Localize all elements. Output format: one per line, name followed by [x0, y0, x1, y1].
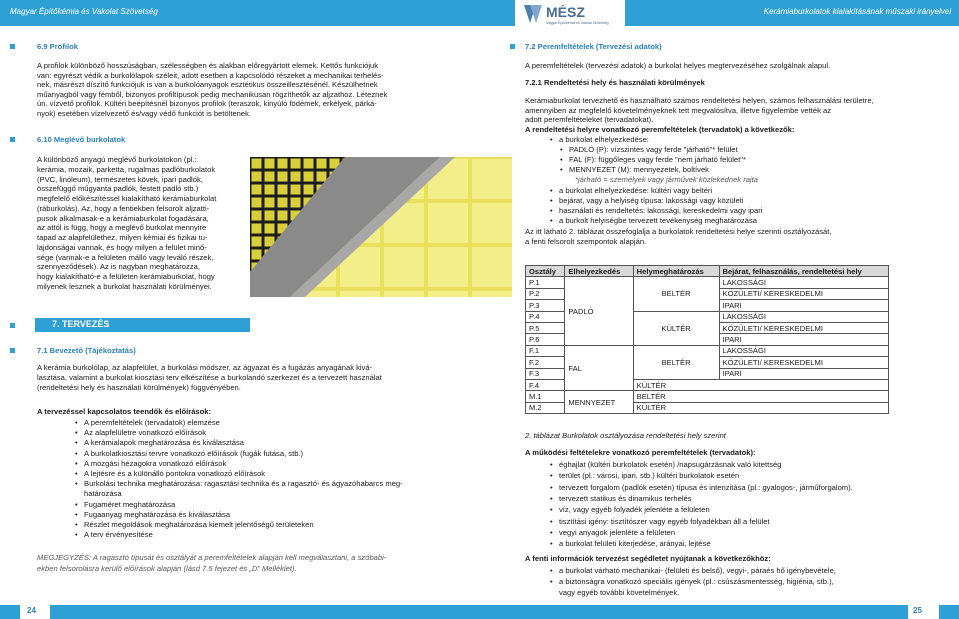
conditions-intro: A peremfeltételek (tervezési adatok) a burkolat helyes megtervezéséhez szolgálnak alapul. [525, 61, 831, 70]
table-cell-place: BELTÉR [633, 345, 719, 379]
footer-bar-left [0, 605, 20, 619]
list-item: A mozgási hézagokra vonatkozó előírások [84, 458, 227, 468]
text-line: ún. vízvető profilok. Kültéri beépítésnél bizonyos profilok (teraszok, kinyúló födémek, erkélyek, párká- [37, 99, 377, 109]
logo-text: MÉSZ [546, 4, 585, 20]
bullet-dot: • [550, 539, 553, 549]
text-line: milyenek lesznek a burkolat használati körülményei. [37, 281, 212, 291]
bullet-dot: • [560, 165, 563, 174]
table-cell-usage: IPARI [719, 368, 889, 379]
page-number-left: 24 [27, 606, 36, 615]
list-item: PADLÓ (P): vízszintes vagy ferde "járható"* felület [569, 145, 738, 154]
bullet-dot: • [550, 471, 553, 481]
classification-table [525, 265, 889, 414]
table-cell-usage: LAKOSSÁGI [719, 345, 889, 356]
bullet-dot: • [550, 566, 553, 575]
text-line: (rendeltetési hely és használati körülmények) függvényében. [37, 382, 241, 392]
table-cell-code: P.3 [526, 300, 565, 311]
bullet-dot: • [560, 145, 563, 154]
table-cell-code: F.3 [526, 368, 565, 379]
table-cell-code: P.6 [526, 334, 565, 345]
table-cell-place: BELTÉR [633, 391, 888, 402]
list-item: tervezett statikus és dinamikus terhelés [559, 493, 692, 503]
table-cell-usage: IPARI [719, 334, 889, 345]
list-item: a burkolat várható mechanikai- (felületi és belső), vegyi-, páraés hő igénybevétele, [559, 566, 836, 575]
text-line: A kerámia burkolólap, az alapfelület, a burkolási módszer, az ágyazat és a fugázás anyagának kivá- [37, 363, 373, 372]
list-item: víz, vagy egyéb folyadék jelenléte a felületen [559, 505, 710, 515]
list-item: a burkolat elhelyezkedése: [559, 135, 649, 144]
list-item: vegyi anyagok jelenléte a felületen [559, 527, 676, 537]
table-cell-code: P.1 [526, 277, 565, 288]
bullet-dot: • [550, 196, 553, 205]
bullet-dot: • [75, 418, 78, 427]
list-item: A lejtésre és a különálló pontokra vonatkozó előírások [84, 469, 266, 478]
table-cell-location: PADLÓ [565, 277, 633, 345]
bullet-dot: • [75, 499, 78, 509]
table-cell-code: M.1 [526, 391, 565, 402]
text-line: lasztása, valamint a burkolat kiosztási terv elkészítése a burkolandó szerkezet és a tervezett használat [37, 372, 382, 382]
text-line: adott peremfeltételeket (tervadatokat). [525, 115, 654, 125]
text-line: Kerámiaburkolat tervezhető és használható számos rendeltetési helyen, számos felhasználási területre, [525, 96, 874, 105]
list-item: vagy egyéb további követelmények. [559, 588, 680, 597]
table-cell-location: FAL [565, 345, 633, 391]
list-item: a burkolat felületi kiterjedése, arányai, lejtése [559, 539, 711, 549]
text-line: hogy kialakítható-e a felületen kerámiaburkolat, hogy [37, 272, 215, 281]
table-header: Helymeghatározás [633, 266, 719, 277]
section-marker [10, 44, 15, 49]
bullet-dot: • [550, 135, 553, 144]
heading-7-2-1: 7.2.1 Rendeltetési hely és használati körülmények [525, 78, 705, 87]
table-cell-code: P.5 [526, 322, 565, 333]
table-header: Elhelyezkedés [565, 266, 633, 277]
table-cell-place: KÜLTÉR [633, 379, 888, 390]
header-left-text: Magyar Építőkémia és Vakolat Szövetség [10, 7, 158, 16]
table-cell-code: F.2 [526, 357, 565, 368]
table-cell-usage: KÖZÜLETI/ KERESKEDELMI [719, 357, 889, 368]
bullet-dot: • [550, 527, 553, 537]
text-line: Az itt látható 2. táblázat összefoglalja a burkolatok rendeltetési helye szerinti osztályozását, [525, 227, 832, 236]
list-item: Részlet megoldások meghatározása kiemelt jelentőségű területeken [84, 520, 314, 529]
list-item: használati és rendeltetés: lakossági, kereskedelmi vagy ipari [559, 206, 763, 215]
section-marker [510, 44, 515, 49]
page-number-right: 25 [913, 606, 922, 615]
info-title: A fenti információk tervezést segédletet nyújtanak a következőkhöz: [525, 554, 771, 563]
text-line: kerámia, mozaik, parketta, rugalmas padlóburkolatok [37, 164, 216, 174]
bullet-dot: • [550, 482, 553, 492]
table-cell-usage: LAKOSSÁGI [719, 277, 889, 288]
footnote: *járható = személyek vagy járművek közlekednek rajta [575, 175, 758, 184]
table-cell-code: P.4 [526, 311, 565, 322]
list-item: Fugaméret meghatározása [84, 499, 176, 509]
list-item: A peremfeltételek (tervadatok) elemzése [84, 418, 220, 427]
table-cell-place: KÜLTÉR [633, 311, 719, 345]
list-item: A terv érvényesítése [84, 530, 153, 540]
list-item: A burkolatkiosztási tervre vonatkozó előírások (fugák futása, stb.) [84, 448, 304, 458]
text-line: A különböző anyagú meglévő burkolatokon (pl.: [37, 155, 197, 164]
bullet-dot: • [560, 155, 563, 164]
table-cell-code: M.2 [526, 402, 565, 413]
heading-6-10: 6.10 Meglévő burkolatok [37, 135, 126, 144]
usage-conditions-title: A rendeltetési helyre vonatkozó peremfeltételek (tervadatok) a következők: [525, 125, 795, 134]
text-line: műanyagból vagy fémből, bizonyos profiltípusok pedig mechanikusan rögzíthetők az aljzathoz. Léteznek [37, 89, 388, 99]
table-header: Bejárat, felhasználás, rendeltetési hely [719, 266, 889, 277]
table-cell-usage: IPARI [719, 300, 889, 311]
bullet-dot: • [75, 428, 78, 438]
section-marker [10, 137, 15, 142]
text-line: ekben felsorolásra kerülő előírások alapján (lásd 7.5 fejezet és „D” Melléklet). [37, 563, 297, 573]
table-cell-usage: KÖZÜLETI/ KERESKEDELMI [719, 288, 889, 299]
text-line: tapad az alapfelülethez, milyen kémiai és fizikai tu- [37, 233, 208, 242]
table-cell-place: BELTÉR [633, 277, 719, 311]
table-cell-usage: KÖZÜLETI/ KERESKEDELMI [719, 322, 889, 333]
header-right-text: Kerámiaburkolatok kialakításának műszaki irányelvei [763, 7, 951, 16]
bullet-dot: • [75, 479, 78, 489]
bullet-dot: • [550, 505, 553, 515]
mesz-logo [522, 1, 622, 27]
text-line: az attól is függ, hogy a meglévő burkolat mennyire [37, 223, 207, 233]
bullet-dot: • [550, 216, 553, 225]
text-line: lajdonságai vannak, és hogy milyen a felület minő- [37, 242, 207, 252]
list-item: tervezett forgalom (padlók esetén) típusa és intenzitása (pl.: gyalogos-, járműforgalom). [559, 482, 853, 492]
table-header: Osztály [526, 266, 565, 277]
text-line: A profilok különböző hosszúságban, szélességben és alakban előregyártott elemek. Kettős funkciójuk [37, 61, 379, 70]
operating-conditions-title: A működési feltételekre vonatkozó peremfeltételek (tervadatok): [525, 448, 756, 457]
bullet-dot: • [75, 448, 78, 458]
table-cell-code: F.4 [526, 379, 565, 390]
text-line: MEGJEGYZÉS: A ragasztó típusát és osztályát a peremfeltételek alapján kell megválasztani, a szóbabi- [37, 553, 387, 562]
bullet-dot: • [550, 493, 553, 503]
text-line: van: egyrészt védik a burkolólapok széleit, adott esetben a kapcsolódó részeket a mechanikai terhelés- [37, 70, 384, 80]
list-item: MENNYEZET (M): mennyezetek, boltívek [569, 165, 709, 174]
text-line: nek, másrészt díszítő funkciójuk is van a burkolóanyagok esztétikus összeillesztésénél. Készülhetnek [37, 80, 378, 90]
list-item: éghajlat (kültéri burkolatok esetén) /napsugárzásnak való kitettség [559, 460, 782, 469]
tile-photo [250, 157, 512, 297]
text-line: szennyeződések). Az is nagyban meghatározza, [37, 262, 200, 272]
heading-6-9: 6.9 Profilok [37, 42, 78, 51]
table-caption: 2. táblázat Burkolatok osztályozása rendeltetési hely szerint [525, 431, 726, 440]
list-item: tisztítási igény: tisztítószer vagy egyéb folyadékban áll a felület [559, 516, 770, 526]
bullet-dot: • [550, 186, 553, 195]
list-item: a biztonságra vonatkozó speciális igények (pl.: csúszásmentesség, higiénia, stb.), [559, 577, 834, 586]
table-cell-usage: LAKOSSÁGI [719, 311, 889, 322]
list-item: a burkolt helyiségbe tervezett tevékenység meghatározása [559, 216, 757, 225]
bullet-dot: • [75, 458, 78, 468]
table-cell-code: F.1 [526, 345, 565, 356]
footer-bar-right [508, 605, 908, 619]
section-marker [10, 348, 15, 353]
heading-7-1: 7.1 Bevezető (Tájékoztatás) [37, 346, 136, 355]
text-line: összefüggő műgyanta padlók, festett padló stb.) [37, 184, 199, 194]
bullet-dot: • [75, 520, 78, 529]
footer-bar-right-2 [939, 605, 959, 619]
table-cell-code: P.2 [526, 288, 565, 299]
text-line: amennyiben az megfelelő követelményeknek tett megvalósítva, illetve figyelembe vették az [525, 105, 832, 115]
list-item: Az alapfelületre vonatkozó előírások [84, 428, 206, 438]
text-line: (ráburkolás). Az, hogy a fentiekben felsorolt aljzatti- [37, 203, 210, 213]
bullet-dot: • [75, 509, 78, 519]
table-cell-location: MENNYEZET [565, 391, 633, 414]
logo-subtext: Magyar Építőkémia és Vakolat Szövetség [546, 21, 609, 25]
text-line: sége (vannak-e a felületen málló vagy leváló részek, [37, 252, 214, 262]
footer-bar-left-2 [50, 605, 510, 619]
list-item: bejárat, vagy a helyiség típusa: lakossági vagy közületi [559, 196, 744, 205]
bullet-dot: • [550, 460, 553, 469]
text-line: megfelelő előkészítéssel kialakítható kerámiaburkolat [37, 194, 217, 203]
bullet-dot: • [75, 438, 78, 448]
bullet-dot: • [550, 516, 553, 526]
text-line: pusok alkalmasak-e a kerámiaburkolat fogadására, [37, 213, 209, 223]
heading-7-2: 7.2 Peremfeltételek (Tervezési adatok) [525, 42, 662, 51]
bullet-dot: • [550, 577, 553, 586]
table-cell-place: KÜLTÉR [633, 402, 888, 413]
list-item: határozása [84, 489, 122, 499]
list-item: Burkolási technika meghatározása: ragasztási technika és a ragasztó- és ágyazóhabarcs meg- [84, 479, 403, 489]
chapter-title: 7. TERVEZÉS [52, 319, 110, 329]
list-item: terület (pl.: városi, ipari, stb.) kültéri burkolatok esetén [559, 471, 740, 481]
list-item: Fugaanyag meghatározása és kiválasztása [84, 509, 231, 519]
text-line: a fenti felsorolt szempontok alapján. [525, 237, 647, 246]
list-item: a burkolat elhelyezkedése: kültéri vagy beltéri [559, 186, 713, 195]
bullet-dot: • [550, 206, 553, 215]
text-line: nyok) esetében vízelvezető és/vagy védő funkciót is betöltenek. [37, 109, 252, 118]
list-item: FAL (F): függőleges vagy ferde "nem járható felület"* [569, 155, 746, 164]
text-line: (PVC, linóleum), természetes kövek, ipari padlók, [37, 174, 203, 184]
bullet-dot: • [75, 530, 78, 540]
list-item: A kerámialapok meghatározása és kiválasztása [84, 438, 244, 448]
design-list-title: A tervezéssel kapcsolatos teendők és előírások: [37, 407, 212, 416]
bullet-dot: • [75, 469, 78, 478]
section-marker [10, 323, 15, 328]
